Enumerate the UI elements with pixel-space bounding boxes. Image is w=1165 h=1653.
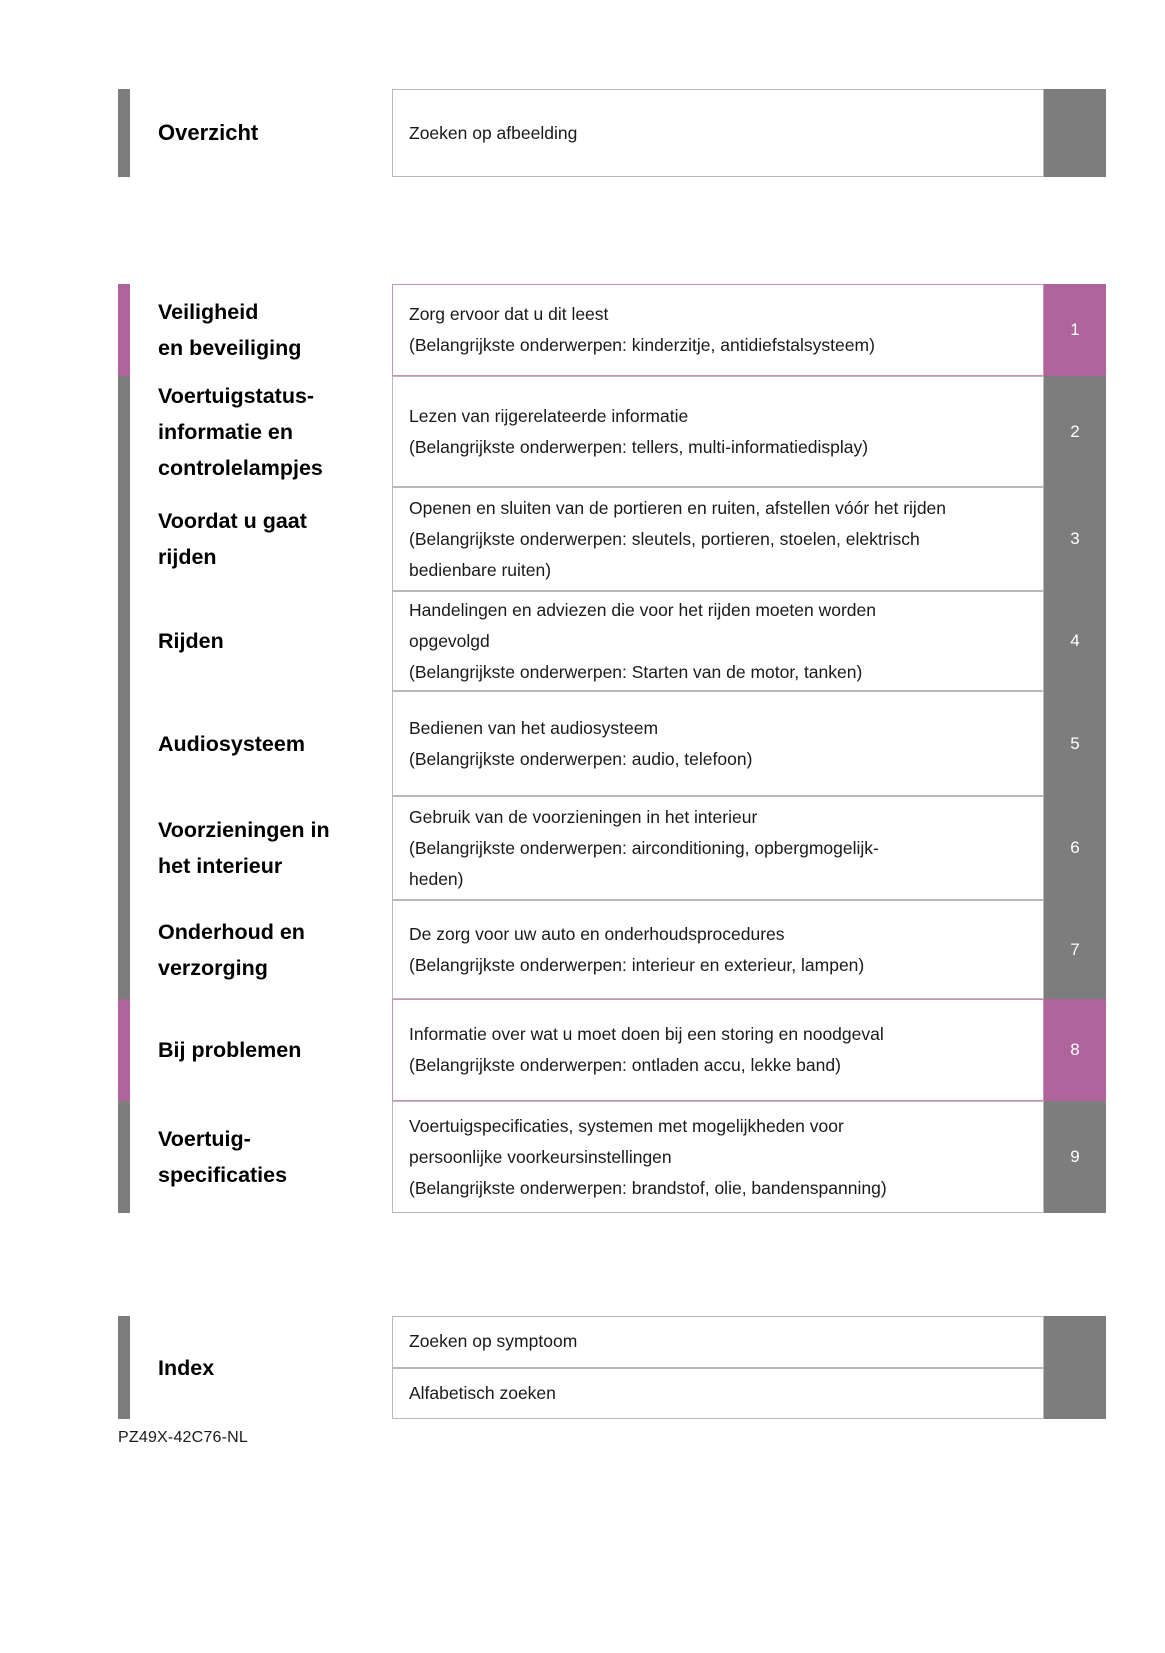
section-tab-bar bbox=[118, 999, 130, 1101]
section-tab-bar bbox=[118, 796, 130, 900]
description-line: (Belangrijkste onderwerpen: sleutels, portieren, stoelen, elektrisch bbox=[409, 528, 920, 549]
description-line: Openen en sluiten van de portieren en ruiten, afstellen vóór het rijden bbox=[409, 497, 947, 518]
section-number: 4 bbox=[1044, 591, 1106, 691]
section-number: 1 bbox=[1044, 284, 1106, 376]
description-line: (Belangrijkste onderwerpen: Starten van de motor, tanken) bbox=[409, 661, 863, 682]
section-title-line: Overzicht bbox=[158, 120, 259, 145]
section-title-line: Voertuigstatus- bbox=[158, 383, 315, 408]
section-title bbox=[130, 284, 392, 376]
section-number: 7 bbox=[1044, 900, 1106, 999]
description-line: (Belangrijkste onderwerpen: brandstof, olie, bandenspanning) bbox=[409, 1177, 887, 1198]
section-number: 2 bbox=[1044, 376, 1106, 487]
section-voertuigstatusinformatie-en-controlelampjes[interactable] bbox=[118, 376, 1106, 487]
description-line: Zorg ervoor dat u dit leest bbox=[409, 304, 609, 324]
section-description bbox=[392, 999, 1044, 1101]
section-title bbox=[130, 999, 392, 1101]
section-tab-bar bbox=[118, 284, 130, 376]
section-title bbox=[130, 796, 392, 900]
description-line: (Belangrijkste onderwerpen: tellers, multi-informatiedisplay) bbox=[409, 436, 869, 457]
section-number: 6 bbox=[1044, 796, 1106, 900]
section-description bbox=[392, 691, 1044, 796]
section-onderhoud-en-verzorging[interactable] bbox=[118, 900, 1106, 999]
description-line: Zoeken op symptoom bbox=[409, 1331, 578, 1352]
section-tab-bar bbox=[118, 1101, 130, 1213]
section-voertuigspecificaties[interactable] bbox=[118, 1101, 1106, 1213]
section-number-overzicht bbox=[1044, 89, 1106, 177]
section-title-line: informatie en bbox=[158, 419, 293, 444]
section-number: 8 bbox=[1044, 999, 1106, 1101]
section-title-line: Rijden bbox=[158, 629, 224, 653]
section-tab-bar bbox=[118, 900, 130, 999]
section-index bbox=[118, 1316, 1106, 1419]
section-title-line: Veiligheid bbox=[158, 300, 259, 324]
description-line: Alfabetisch zoeken bbox=[409, 1382, 556, 1403]
section-description bbox=[392, 1101, 1044, 1213]
section-tab-bar bbox=[118, 487, 130, 591]
footer-document-code: PZ49X-42C76-NL bbox=[118, 1429, 248, 1446]
section-title-line: Voertuig- bbox=[158, 1127, 251, 1151]
index-row[interactable] bbox=[392, 1368, 1106, 1420]
section-title bbox=[130, 900, 392, 999]
description-line: Gebruik van de voorzieningen in het interieur bbox=[409, 806, 758, 827]
section-title bbox=[130, 487, 392, 591]
description-line: Zoeken op afbeelding bbox=[409, 122, 578, 143]
section-title-overzicht bbox=[130, 89, 392, 177]
index-description bbox=[392, 1316, 1044, 1368]
section-number: 5 bbox=[1044, 691, 1106, 796]
description-line: Lezen van rijgerelateerde informatie bbox=[409, 405, 689, 426]
description-line: (Belangrijkste onderwerpen: kinderzitje, antidiefstalsysteem) bbox=[409, 335, 875, 355]
section-title bbox=[130, 591, 392, 691]
section-description-overzicht bbox=[392, 89, 1044, 177]
description-line: persoonlijke voorkeursinstellingen bbox=[409, 1146, 672, 1167]
section-veiligheid-en-beveiliging[interactable] bbox=[118, 284, 1106, 376]
section-title bbox=[130, 1101, 392, 1213]
section-description bbox=[392, 900, 1044, 999]
description-line: Handelingen en adviezen die voor het rijden moeten worden bbox=[409, 599, 876, 620]
section-number: 3 bbox=[1044, 487, 1106, 591]
section-title-index bbox=[130, 1316, 392, 1419]
index-number bbox=[1044, 1368, 1106, 1420]
section-title-line: verzorging bbox=[158, 955, 268, 980]
description-line: De zorg voor uw auto en onderhoudsprocedures bbox=[409, 923, 785, 944]
index-number bbox=[1044, 1316, 1106, 1368]
description-line: (Belangrijkste onderwerpen: airconditioning, opbergmogelijk- bbox=[409, 837, 879, 858]
index-description bbox=[392, 1368, 1044, 1420]
section-title-line: controlelampjes bbox=[158, 455, 323, 480]
section-title-line: Onderhoud en bbox=[158, 919, 305, 944]
section-title-line: Bij problemen bbox=[158, 1038, 302, 1062]
section-title-line: Voorzieningen in bbox=[158, 818, 330, 842]
section-description bbox=[392, 376, 1044, 487]
section-voorzieningen-in-het-interieur[interactable] bbox=[118, 796, 1106, 900]
section-title-line: Index bbox=[158, 1355, 215, 1380]
description-line: (Belangrijkste onderwerpen: ontladen accu, lekke band) bbox=[409, 1055, 841, 1075]
section-title-line: Voordat u gaat bbox=[158, 509, 307, 533]
section-description bbox=[392, 796, 1044, 900]
section-title bbox=[130, 376, 392, 487]
section-number: 9 bbox=[1044, 1101, 1106, 1213]
section-tab-bar bbox=[118, 376, 130, 487]
section-tab-bar bbox=[118, 691, 130, 796]
section-title-line: en beveiliging bbox=[158, 336, 302, 360]
section-title-line: specificaties bbox=[158, 1163, 288, 1187]
section-title bbox=[130, 691, 392, 796]
section-title-line: het interieur bbox=[158, 854, 283, 878]
section-tab-bar-overzicht bbox=[118, 89, 130, 177]
description-line: (Belangrijkste onderwerpen: interieur en exterieur, lampen) bbox=[409, 954, 865, 975]
section-audiosysteem[interactable] bbox=[118, 691, 1106, 796]
section-description bbox=[392, 487, 1044, 591]
section-title-line: Audiosysteem bbox=[158, 731, 305, 756]
section-overzicht bbox=[118, 89, 1106, 177]
description-line: Informatie over wat u moet doen bij een storing en noodgeval bbox=[409, 1024, 884, 1044]
section-description bbox=[392, 591, 1044, 691]
description-line: Bedienen van het audiosysteem bbox=[409, 717, 659, 738]
index-rows bbox=[392, 1316, 1106, 1419]
section-description bbox=[392, 284, 1044, 376]
section-tab-bar bbox=[118, 591, 130, 691]
description-line: heden) bbox=[409, 868, 464, 889]
index-row[interactable] bbox=[392, 1316, 1106, 1368]
description-line: (Belangrijkste onderwerpen: audio, telefoon) bbox=[409, 748, 753, 769]
section-bij-problemen[interactable] bbox=[118, 999, 1106, 1101]
description-line: opgevolgd bbox=[409, 630, 490, 651]
section-voordat-u-gaat-rijden[interactable] bbox=[118, 487, 1106, 591]
section-tab-bar-index bbox=[118, 1316, 130, 1419]
description-line: bedienbare ruiten) bbox=[409, 559, 552, 580]
section-title-line: rijden bbox=[158, 545, 217, 569]
section-rijden[interactable] bbox=[118, 591, 1106, 691]
description-line: Voertuigspecificaties, systemen met mogelijkheden voor bbox=[409, 1115, 844, 1136]
